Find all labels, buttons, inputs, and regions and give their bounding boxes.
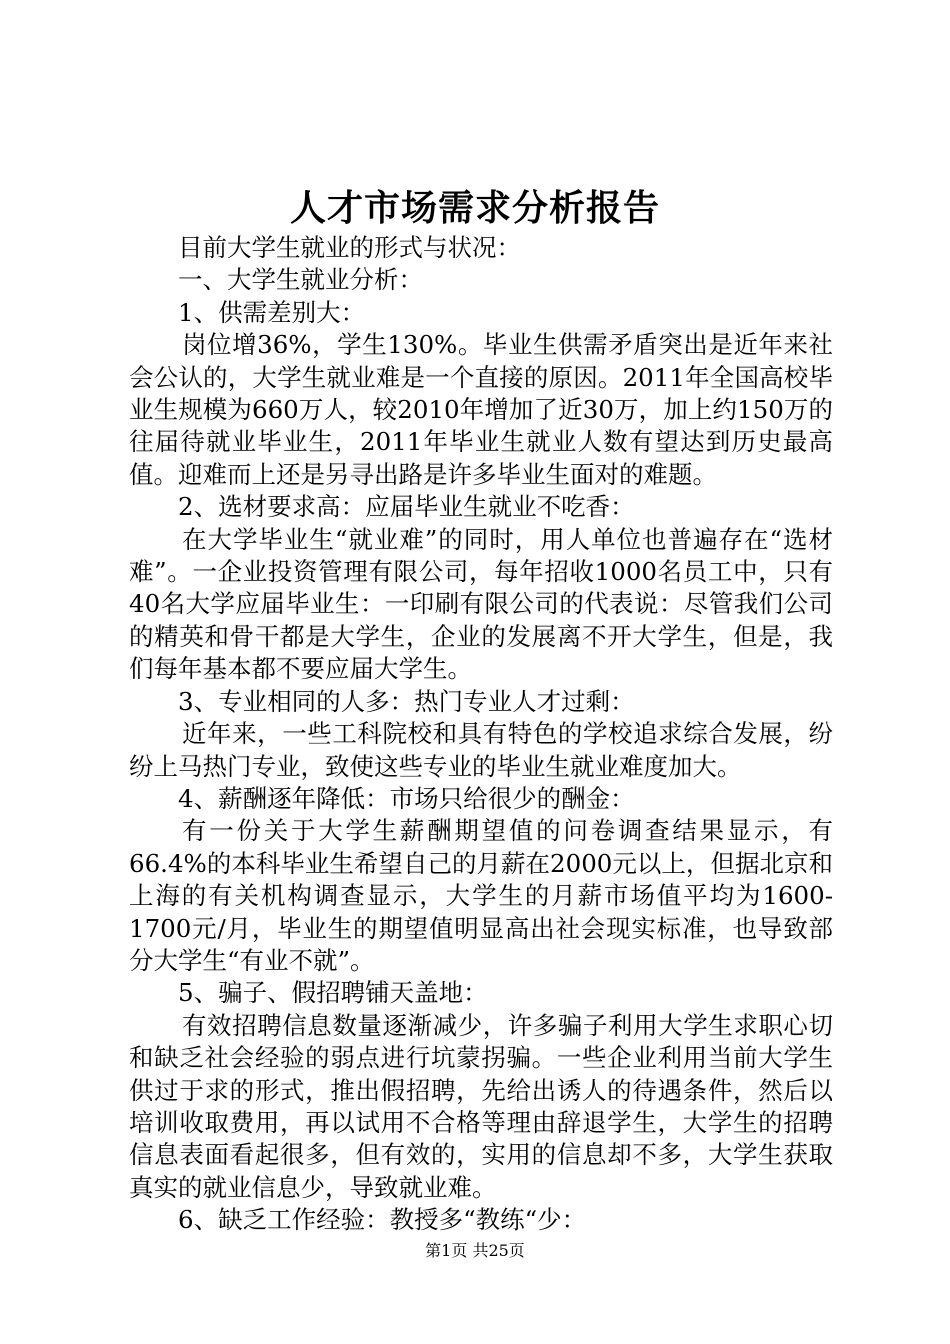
page-footer: 第1页 共25页 [425,1241,525,1260]
paragraph-4: 有一份关于大学生薪酬期望值的问卷调查结果显示，有66.4%的本科毕业生希望自己的月薪在2000元以上，但据北京和上海的有关机构调查显示，大学生的月薪市场值平均为1600-1700元/月，毕业生的期望值明显高出社会现实标准，也导致部分大学生“有业不就”。 [129,816,833,975]
paragraph-intro: 目前大学生就业的形式与状况： [178,233,521,262]
subsection-heading-5: 5、骗子、假招聘铺天盖地： [178,978,488,1008]
subsection-heading-6: 6、缺乏工作经验：教授多“教练“少： [178,1205,587,1235]
subsection-heading-3: 3、专业相同的人多：热门专业人才过剩： [178,686,635,716]
document-title: 人才市场需求分析报告 [289,187,660,229]
subsection-heading-1: 1、供需差别大： [178,297,366,327]
subsection-heading-4: 4、薪酬逐年降低：市场只给很少的酬金： [178,783,635,813]
document-body [129,232,833,1237]
section-heading: 一、大学生就业分析： [178,265,423,295]
paragraph-5: 有效招聘信息数量逐渐减少，许多骗子利用大学生求职心切和缺乏社会经验的弱点进行坑蒙拐骗。一些企业利用当前大学生供过于求的形式，推出假招聘，先给出诱人的待遇条件，然后以培训收取费用，再以试用不合格等理由辞退学生，大学生的招聘信息表面看起很多，但有效的，实用的信息却不多，大学生获取真实的就业信息少，导致就业难。 [129,1010,833,1202]
paragraph-2: 在大学毕业生“就业难”的同时，用人单位也普遍存在“选材难”。一企业投资管理有限公司，每年招收1000名员工中，只有40名大学应届毕业生：一印刷有限公司的代表说：尽管我们公司的精英和骨干都是大学生，企业的发展离不开大学生，但是，我们每年基本都不要应届大学生。 [129,524,833,684]
subsection-heading-2: 2、选材要求高：应届毕业生就业不吃香： [178,492,635,522]
paragraph-3: 近年来，一些工科院校和具有特色的学校追求综合发展，纷纷上马热门专业，致使这些专业的毕业生就业难度加大。 [129,719,833,781]
paragraph-1: 岗位增36%，学生130%。毕业生供需矛盾突出是近年来社会公认的，大学生就业难是一个直接的原因。2011年全国高校毕业生规模为660万人，较2010年增加了近30万，加上约150万的往届待就业毕业生，2011年毕业生就业人数有望达到历史最高值。迎难而上还是另寻出路是许多毕业生面对的难题。 [129,330,833,489]
